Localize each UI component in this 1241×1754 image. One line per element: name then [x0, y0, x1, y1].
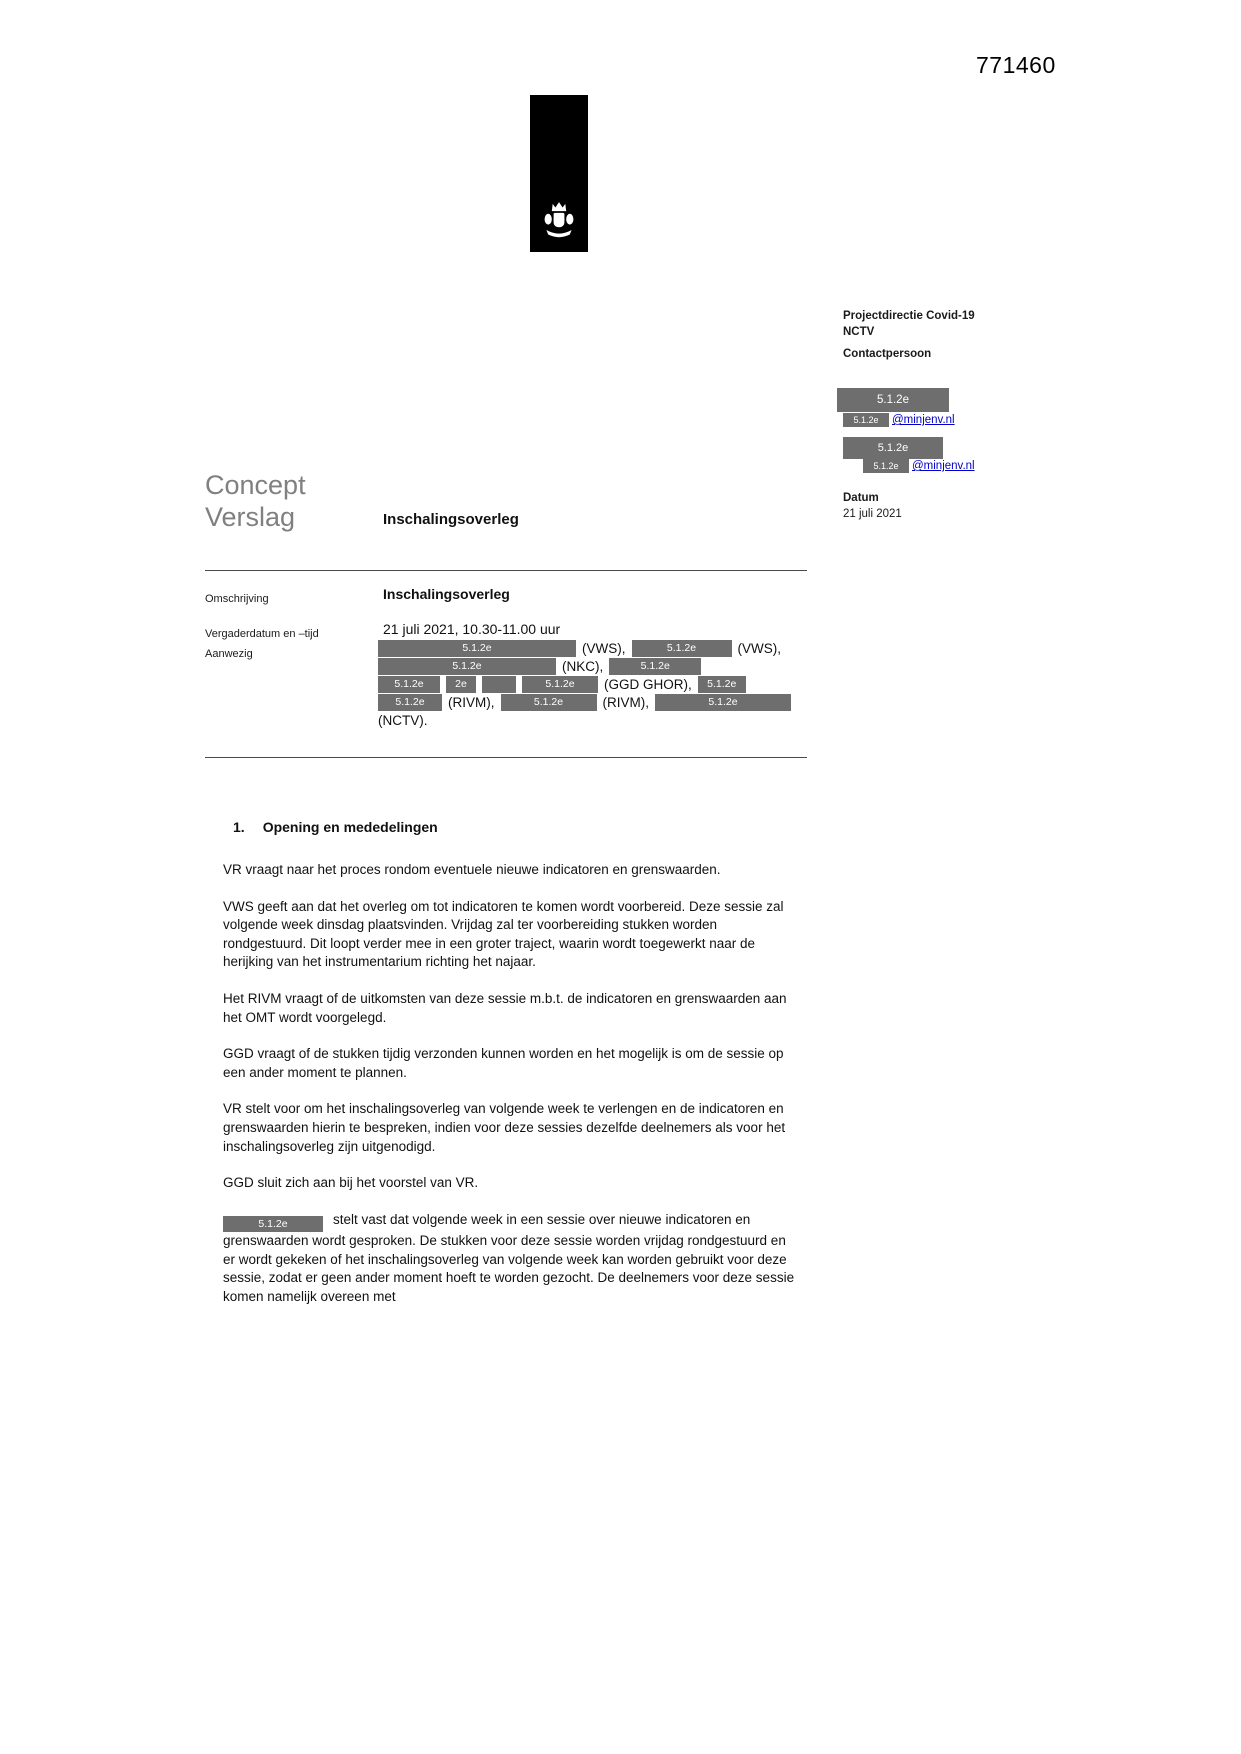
divider-line [205, 570, 807, 571]
body-paragraph: GGD sluit zich aan bij het voorstel van VR. [223, 1175, 479, 1191]
body-paragraph: GGD vraagt of de stukken tijdig verzonden kunnen worden en het mogelijk is om de sessie op een ander moment te plannen. [223, 1046, 784, 1080]
redaction-box: 5.1.2e [632, 640, 732, 657]
section-number: 1. [233, 819, 245, 835]
email-link[interactable]: @minjenv.nl [892, 414, 955, 426]
body-paragraph: Het RIVM vraagt of de uitkomsten van deze sessie m.b.t. de indicatoren en grenswaarden aan het OMT wordt voorgelegd. [223, 990, 787, 1025]
attendee-line [378, 675, 828, 693]
attendees [378, 639, 828, 729]
date-label: Datum [843, 492, 879, 504]
attendee-org-label: (NKC), [562, 658, 604, 674]
contact-label: Contactpersoon [843, 348, 932, 360]
redaction-box: 5.1.2e [655, 694, 791, 711]
document-number: 771460 [976, 52, 1056, 78]
attendee-line [378, 657, 828, 675]
attendee-line [378, 711, 828, 729]
body-paragraph: 5.1.2e stelt vast dat volgende week in een sessie over nieuwe indicatoren en grenswaarden wordt gesproken. De stukken voor deze sessie worden vrijdag rondgestuurd en er wordt gekeken of het inschalingsoverleg van volgende week kan worden gebruikt voor deze sessie, zodat er geen ander moment hoeft te worden gezocht. De deelnemers voor deze sessie komen namelijk overeen met [223, 1211, 795, 1304]
meta-value-omschrijving: Inschalingsoverleg [383, 586, 510, 602]
body-paragraph: VWS geeft aan dat het overleg om tot indicatoren te komen wordt voorbereid. Deze sessie zal volgende week dinsdag plaatsvinden. Vrijdag zal ter voorbereiding stukken worden rondgestuurd. Dit loopt verder mee in een groter traject, waarin wordt toegewerkt naar de herijking van het instrumentarium richting het najaar. [223, 898, 784, 970]
redaction-box: 2e [446, 676, 476, 693]
org-name-line2: NCTV [843, 326, 875, 338]
redaction-box: 5.1.2e [378, 694, 442, 711]
body-paragraph: VR stelt voor om het inschalingsoverleg van volgende week te verlengen en de indicatoren en grenswaarden hierin te bespreken, indien voor deze sessies dezelfde deelnemers als voor het inschalingsoverleg zijn uitgenodigd. [223, 1101, 786, 1154]
redaction-box: 5.1.2e [522, 676, 598, 693]
meta-label-aanwezig: Aanwezig [205, 648, 253, 660]
coat-of-arms-icon [541, 200, 577, 242]
redaction-box: 5.1.2e [698, 676, 746, 693]
section-heading [223, 819, 805, 835]
doc-type-line2: Verslag [205, 502, 296, 532]
attendee-line [378, 693, 828, 711]
section-title: Opening en mededelingen [262, 819, 438, 835]
body-paragraph: VR vraagt naar het proces rondom eventuele nieuwe indicatoren en grenswaarden. [223, 862, 721, 877]
redaction-box: 5.1.2e [378, 640, 576, 657]
redaction-box: 5.1.2e [843, 413, 889, 427]
meta-label-omschrijving: Omschrijving [205, 593, 269, 605]
meta-label-vergaderdatum: Vergaderdatum en –tijd [205, 628, 319, 640]
attendee-org-label: (NCTV). [378, 712, 428, 728]
divider-line [205, 757, 807, 758]
doc-subject: Inschalingsoverleg [383, 511, 519, 528]
document-body [223, 819, 805, 1324]
email-link[interactable]: @minjenv.nl [912, 460, 975, 472]
meta-value-vergaderdatum: 21 juli 2021, 10.30-11.00 uur [383, 621, 561, 637]
redaction-box: 5.1.2e [863, 459, 909, 473]
attendee-org-label: (VWS), [737, 640, 781, 656]
redaction-box: 5.1.2e [837, 388, 949, 412]
org-name-line1: Projectdirectie Covid-19 [843, 310, 975, 322]
attendee-org-label: (RIVM), [602, 694, 649, 710]
attendee-org-label: (VWS), [582, 640, 626, 656]
redaction-box: 5.1.2e [843, 437, 943, 459]
body-paragraphs [223, 861, 805, 1306]
redaction-box: 5.1.2e [501, 694, 597, 711]
redaction-box: 5.1.2e [609, 658, 701, 675]
date-value: 21 juli 2021 [843, 508, 902, 520]
redaction-box: 5.1.2e [223, 1216, 323, 1232]
redaction-box [482, 676, 516, 693]
redaction-box: 5.1.2e [378, 676, 440, 693]
attendee-org-label: (GGD GHOR), [604, 676, 692, 692]
redaction-box: 5.1.2e [378, 658, 556, 675]
attendee-org-label: (RIVM), [448, 694, 495, 710]
doc-type-line1: Concept [205, 470, 306, 500]
rijksoverheid-logo [530, 95, 588, 252]
attendee-line [378, 639, 828, 657]
